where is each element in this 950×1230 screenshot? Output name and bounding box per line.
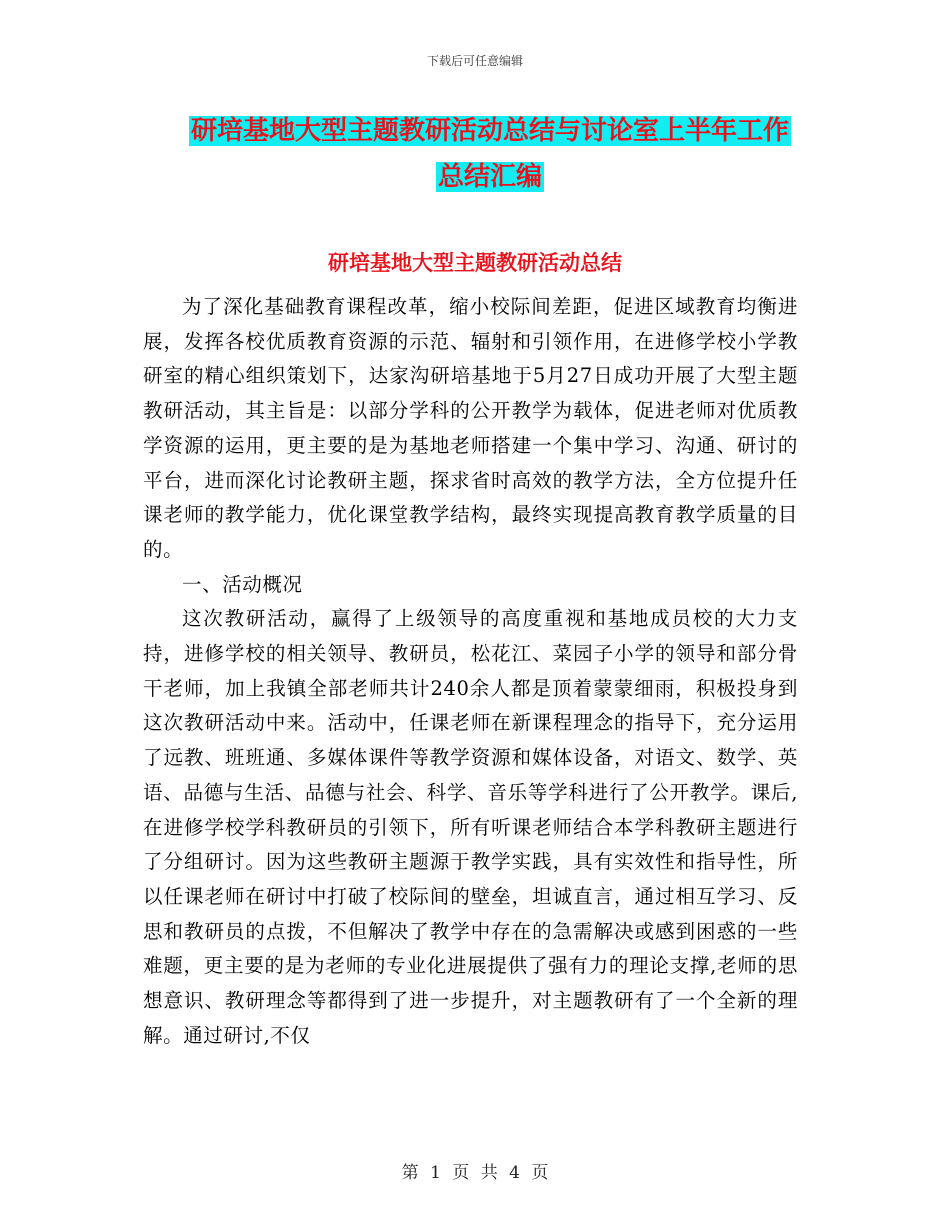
page-number: 第 1 页 共 4 页 [401, 1163, 549, 1183]
paragraph-overview: 这次教研活动，赢得了上级领导的高度重视和基地成员校的大力支持，进修学校的相关领导、教研员，松花江、菜园子小学的领导和部分骨干老师，加上我镇全部老师共计240余人都是顶着蒙蒙细雨，积极投身到这次教研活动中来。活动中，任课老师在新课程理念的指导下，充分运用了远教、班班通、多媒体课件等教学资源和媒体设备，对语文、数学、英语、品德与生活、品德与社会、科学、音乐等学科进行了公开教学。课后,在进修学校学科教研员的引领下，所有听课老师结合本学科教研主题进行了分组研讨。因为这些教研主题源于教学实践，具有实效性和指导性，所以任课老师在研讨中打破了校际间的壁垒，坦诚直言，通过相互学习、反思和教研员的点拨，不但解决了教学中存在的急需解决或感到困惑的一些难题，更主要的是为老师的专业化进展提供了强有力的理论支撑,老师的思想意识、教研理念等都得到了进一步提升，对主题教研有了一个全新的理解。通过研讨,不仅 [143, 607, 798, 1047]
paragraph-intro: 为了深化基础教育课程改革，缩小校际间差距，促进区域教育均衡进展，发挥各校优质教育资源的示范、辐射和引领作用，在进修学校小学教研室的精心组织策划下，达家沟研培基地于5月27日成功开展了大型主题教研活动，其主旨是：以部分学科的公开教学为载体，促进老师对优质教学资源的运用，更主要的是为基地老师搭建一个集中学习、沟通、研讨的平台，进而深化讨论教研主题，探求省时高效的教学方法，全方位提升任课老师的教学能力，优化课堂教学结构，最终实现提高教育教学质量的目的。 [143, 295, 798, 561]
section-title: 研培基地大型主题教研活动总结 [328, 251, 622, 275]
page-header-note: 下载后可任意编辑 [426, 54, 523, 68]
paragraph-heading-overview: 一、活动概况 [182, 572, 303, 596]
document-title-line-1: 研培基地大型主题教研活动总结与讨论室上半年工作 [190, 116, 789, 146]
document-body [143, 290, 798, 1053]
document-title [140, 108, 840, 200]
document-title-line-2: 总结汇编 [437, 162, 542, 192]
